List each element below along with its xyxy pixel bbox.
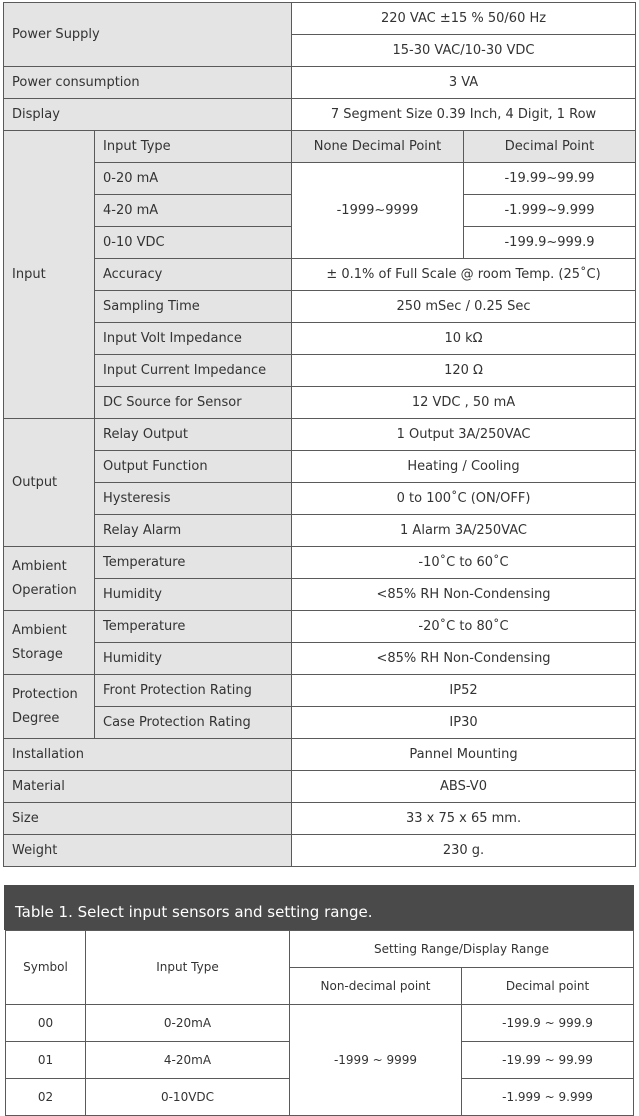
- current-impedance-label: Input Current Impedance: [95, 355, 292, 387]
- decimal-header: Decimal point: [462, 968, 634, 1005]
- ambient-operation-label: Ambient Operation: [4, 547, 95, 611]
- spec-row-front-protection: [4, 675, 636, 707]
- none-decimal-header: None Decimal Point: [292, 131, 464, 163]
- relay-output-value: 1 Output 3A/250VAC: [292, 419, 636, 451]
- symbol-cell: 00: [6, 1005, 86, 1042]
- spec-row-power-consumption: [4, 67, 636, 99]
- input-type-name: 0-10 VDC: [95, 227, 292, 259]
- input-sensor-range-table: [5, 930, 634, 1116]
- decimal-range-cell: -199.9 ~ 999.9: [462, 1005, 634, 1042]
- ambient-storage-humidity-value: <85% RH Non-Condensing: [292, 643, 636, 675]
- range-header-row: [6, 931, 634, 968]
- input-type-cell: 0-10VDC: [86, 1079, 290, 1116]
- spec-row-relay-alarm: [4, 515, 636, 547]
- relay-alarm-value: 1 Alarm 3A/250VAC: [292, 515, 636, 547]
- input-type-cell: 0-20mA: [86, 1005, 290, 1042]
- sampling-time-value: 250 mSec / 0.25 Sec: [292, 291, 636, 323]
- power-supply-dc-value: 15-30 VAC/10-30 VDC: [292, 35, 636, 67]
- display-label: Display: [4, 99, 292, 131]
- ambient-storage-temperature-value: -20˚C to 80˚C: [292, 611, 636, 643]
- spec-row-input-type: [4, 131, 636, 163]
- setting-range-header: Setting Range/Display Range: [290, 931, 634, 968]
- output-function-value: Heating / Cooling: [292, 451, 636, 483]
- relay-alarm-label: Relay Alarm: [95, 515, 292, 547]
- hysteresis-label: Hysteresis: [95, 483, 292, 515]
- case-protection-label: Case Protection Rating: [95, 707, 292, 739]
- power-consumption-value: 3 VA: [292, 67, 636, 99]
- volt-impedance-label: Input Volt Impedance: [95, 323, 292, 355]
- weight-label: Weight: [4, 835, 292, 867]
- ambient-operation-humidity-label: Humidity: [95, 579, 292, 611]
- non-decimal-range-cell: -1999 ~ 9999: [290, 1005, 462, 1116]
- input-group-label: Input: [4, 131, 95, 419]
- spec-row-relay-output: [4, 419, 636, 451]
- spec-row-case-protection: [4, 707, 636, 739]
- spec-row-output-function: [4, 451, 636, 483]
- input-decimal-range: -199.9~999.9: [464, 227, 636, 259]
- ambient-storage-label: Ambient Storage: [4, 611, 95, 675]
- spec-row-power-supply: [4, 3, 636, 35]
- accuracy-label: Accuracy: [95, 259, 292, 291]
- spec-row-dc-source: [4, 387, 636, 419]
- input-type-name: 0-20 mA: [95, 163, 292, 195]
- power-supply-ac-value: 220 VAC ±15 % 50/60 Hz: [292, 3, 636, 35]
- spec-row-current-impedance: [4, 355, 636, 387]
- size-value: 33 x 75 x 65 mm.: [292, 803, 636, 835]
- input-type-cell: 4-20mA: [86, 1042, 290, 1079]
- input-range-shared: -1999~9999: [292, 163, 464, 259]
- dc-source-value: 12 VDC , 50 mA: [292, 387, 636, 419]
- power-consumption-label: Power consumption: [4, 67, 292, 99]
- spec-row-hysteresis: [4, 483, 636, 515]
- ambient-storage-temperature-label: Temperature: [95, 611, 292, 643]
- spec-row-ambient-storage-humidity: [4, 643, 636, 675]
- weight-value: 230 g.: [292, 835, 636, 867]
- front-protection-value: IP52: [292, 675, 636, 707]
- case-protection-value: IP30: [292, 707, 636, 739]
- sampling-time-label: Sampling Time: [95, 291, 292, 323]
- decimal-range-cell: -1.999 ~ 9.999: [462, 1079, 634, 1116]
- material-label: Material: [4, 771, 292, 803]
- ambient-operation-temperature-value: -10˚C to 60˚C: [292, 547, 636, 579]
- accuracy-value: ± 0.1% of Full Scale @ room Temp. (25˚C): [292, 259, 636, 291]
- spec-row-installation: [4, 739, 636, 771]
- spec-row-ambient-operation-temperature: [4, 547, 636, 579]
- installation-value: Pannel Mounting: [292, 739, 636, 771]
- input-type-header: Input Type: [86, 931, 290, 1005]
- decimal-range-cell: -19.99 ~ 99.99: [462, 1042, 634, 1079]
- hysteresis-value: 0 to 100˚C (ON/OFF): [292, 483, 636, 515]
- power-supply-label: Power Supply: [4, 3, 292, 67]
- specification-table: [3, 2, 636, 867]
- spec-row-ambient-storage-temperature: [4, 611, 636, 643]
- input-decimal-range: -19.99~99.99: [464, 163, 636, 195]
- spec-row-input-0-20: [4, 163, 636, 195]
- spec-row-material: [4, 771, 636, 803]
- ambient-operation-temperature-label: Temperature: [95, 547, 292, 579]
- symbol-cell: 01: [6, 1042, 86, 1079]
- non-decimal-header: Non-decimal point: [290, 968, 462, 1005]
- symbol-cell: 02: [6, 1079, 86, 1116]
- table1-title-bar: [4, 885, 634, 930]
- ambient-operation-humidity-value: <85% RH Non-Condensing: [292, 579, 636, 611]
- material-value: ABS-V0: [292, 771, 636, 803]
- table-row: [6, 1005, 634, 1042]
- ambient-storage-humidity-label: Humidity: [95, 643, 292, 675]
- output-group-label: Output: [4, 419, 95, 547]
- input-type-label: Input Type: [95, 131, 292, 163]
- spec-row-volt-impedance: [4, 323, 636, 355]
- table1-title: Table 1. Select input sensors and setting range.: [15, 903, 373, 921]
- display-value: 7 Segment Size 0.39 Inch, 4 Digit, 1 Row: [292, 99, 636, 131]
- decimal-header: Decimal Point: [464, 131, 636, 163]
- dc-source-label: DC Source for Sensor: [95, 387, 292, 419]
- spec-row-display: [4, 99, 636, 131]
- input-type-name: 4-20 mA: [95, 195, 292, 227]
- spec-row-size: [4, 803, 636, 835]
- input-decimal-range: -1.999~9.999: [464, 195, 636, 227]
- current-impedance-value: 120 Ω: [292, 355, 636, 387]
- volt-impedance-value: 10 kΩ: [292, 323, 636, 355]
- spec-row-accuracy: [4, 259, 636, 291]
- front-protection-label: Front Protection Rating: [95, 675, 292, 707]
- spec-row-sampling-time: [4, 291, 636, 323]
- spec-row-weight: [4, 835, 636, 867]
- symbol-header: Symbol: [6, 931, 86, 1005]
- installation-label: Installation: [4, 739, 292, 771]
- protection-degree-label: Protection Degree: [4, 675, 95, 739]
- output-function-label: Output Function: [95, 451, 292, 483]
- spec-row-ambient-operation-humidity: [4, 579, 636, 611]
- relay-output-label: Relay Output: [95, 419, 292, 451]
- size-label: Size: [4, 803, 292, 835]
